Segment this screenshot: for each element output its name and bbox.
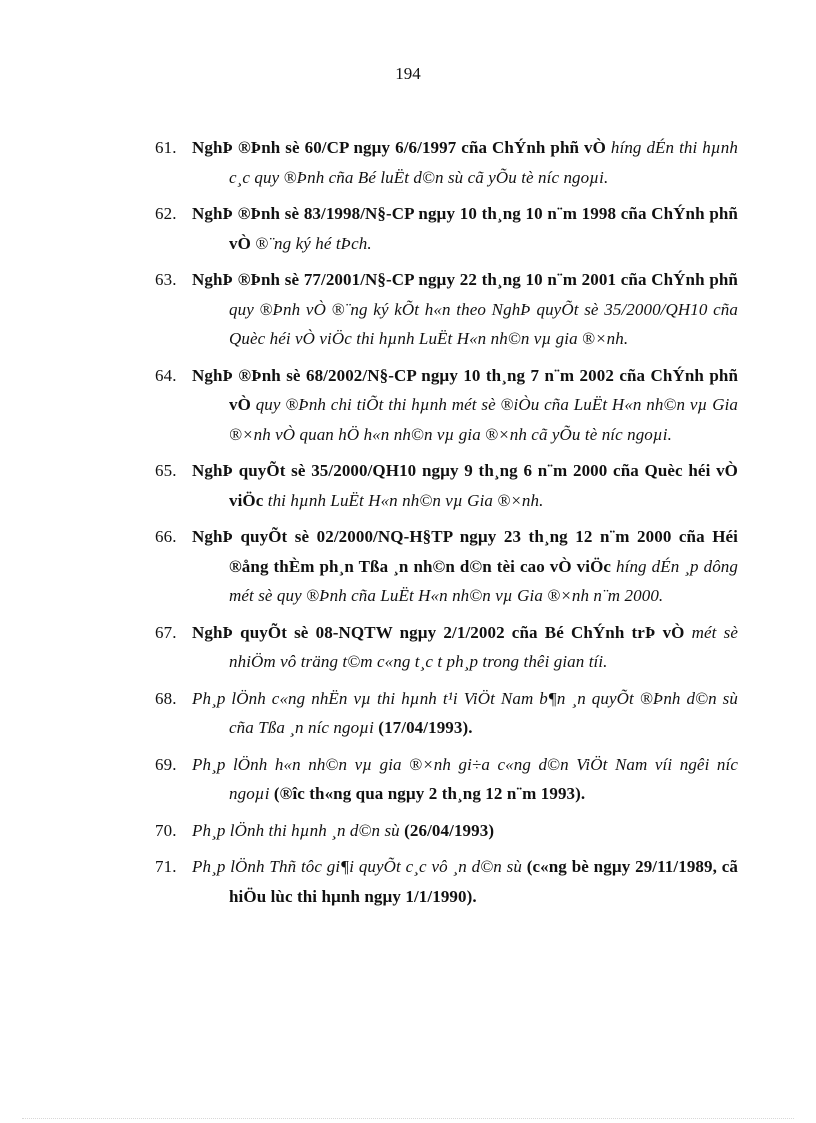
- reference-item: [150, 133, 738, 192]
- reference-number: 64.: [155, 365, 177, 385]
- reference-title-italic: Ph¸p lÖnh h«n nh©n vµ gia ®×nh gi÷a c«ng d©n ViÖt Nam víi ngêi níc ngoµi: [192, 754, 738, 803]
- reference-number: 63.: [155, 270, 177, 289]
- reference-text: [192, 689, 738, 738]
- reference-text-segment: NghÞ ®Þnh sè 60/CP ngµy 6/6/1997 cña ChÝnh phñ vÒ: [192, 138, 611, 157]
- reference-title-italic: Ph¸p lÖnh c«ng nhËn vµ thi hµnh t¹i ViÖt Nam b¶n ¸n quyÕt ®Þnh d©n sù cña Tßa ¸n níc ngoµi: [192, 688, 738, 737]
- reference-item: [150, 750, 738, 809]
- reference-text-segment: NghÞ quyÕt sè 35/2000/QH10 ngµy 9 th¸ng 6 n¨m 2000 cña Quèc héi vÒ viÖc: [192, 461, 738, 510]
- reference-item: [150, 522, 738, 611]
- reference-number: 61.: [155, 138, 177, 157]
- reference-item: [150, 456, 738, 515]
- reference-text: [192, 821, 494, 840]
- reference-text: [192, 204, 738, 253]
- reference-item: [150, 199, 738, 258]
- reference-text: [192, 857, 738, 906]
- page-number: 194: [395, 64, 421, 83]
- reference-title-italic: híng dÉn thi hµnh c¸c quy ®Þnh cña Bé luËt d©n sù cã yÕu tè níc ngoµi.: [229, 138, 738, 187]
- reference-text-segment: NghÞ ®Þnh sè 83/1998/N§-CP ngµy 10 th¸ng 10 n¨m 1998 cña ChÝnh phñ vÒ: [192, 204, 738, 253]
- reference-title-italic: quy ®Þnh vÒ ®¨ng ký kÕt h«n theo NghÞ quyÕt sè 35/2000/QH10 cña Quèc héi vÒ viÖc thi hµnh LuËt H«n nh©n vµ gia ®×nh.: [229, 299, 738, 348]
- reference-number: 62.: [155, 204, 177, 223]
- reference-number: 70.: [155, 820, 177, 840]
- reference-item: [150, 852, 738, 911]
- reference-number: 65.: [155, 461, 177, 480]
- reference-number: 66.: [155, 527, 177, 546]
- reference-item: [150, 618, 738, 677]
- reference-title-italic: thi hµnh LuËt H«n nh©n vµ Gia ®×nh.: [267, 490, 544, 510]
- reference-text: [192, 623, 738, 672]
- reference-title-italic: mét sè nhiÖm vô träng t©m c«ng t¸c t ph¸p trong thêi gian tíi.: [229, 622, 738, 671]
- reference-text-segment: NghÞ ®Þnh sè 77/2001/N§-CP ngµy 22 th¸ng 10 n¨m 2001 cña ChÝnh phñ: [192, 270, 738, 289]
- reference-text: [192, 527, 738, 605]
- reference-number: 68.: [155, 688, 177, 708]
- reference-text-segment: NghÞ quyÕt sè 02/2000/NQ-H§TP ngµy 23 th¸ng 12 n¨m 2000 cña Héi ®ång thÈm ph¸n Tßa ¸n nh©n d©n tèi cao vÒ viÖc: [192, 527, 738, 576]
- reference-title-italic: Ph¸p lÖnh thi hµnh ¸n d©n sù: [192, 820, 400, 840]
- reference-number: 67.: [155, 622, 177, 642]
- reference-title-italic: quy ®Þnh chi tiÕt thi hµnh mét sè ®iÒu cña LuËt H«n nh©n vµ Gia ®×nh vÒ quan hÖ h«n nh©n vµ gia ®×nh cã yÕu tè níc ngoµi.: [229, 395, 738, 444]
- reference-number: 69.: [155, 754, 177, 774]
- reference-number: 71.: [155, 857, 177, 876]
- reference-item: [150, 816, 738, 846]
- reference-text-segment: (c«ng bè ngµy 29/11/1989, cã hiÖu lùc thi hµnh ngµy 1/1/1990).: [229, 857, 738, 906]
- reference-text: [192, 138, 738, 187]
- reference-text-segment: (26/04/1993): [399, 820, 495, 840]
- reference-text: [192, 366, 738, 444]
- reference-list: [150, 133, 738, 918]
- reference-title-italic: Ph¸p lÖnh Thñ tôc gi¶i quyÕt c¸c vô ¸n d©n sù: [192, 857, 522, 876]
- page-bottom-rule: [22, 1118, 794, 1119]
- reference-item: [150, 265, 738, 354]
- reference-text-segment: NghÞ quyÕt sè 08-NQTW ngµy 2/1/2002 cña Bé ChÝnh trÞ vÒ: [192, 622, 692, 642]
- reference-text-segment: NghÞ ®Þnh sè 68/2002/N§-CP ngµy 10 th¸ng 7 n¨m 2002 cña ChÝnh phñ vÒ: [192, 365, 738, 414]
- reference-item: [150, 684, 738, 743]
- reference-text: [192, 270, 738, 348]
- reference-item: [150, 361, 738, 450]
- reference-text: [192, 461, 738, 510]
- reference-text-segment: (17/04/1993).: [373, 718, 473, 737]
- reference-title-italic: ®¨ng ký hé tÞch.: [255, 233, 372, 253]
- reference-text-segment: (®îc th«ng qua ngµy 2 th¸ng 12 n¨m 1993).: [269, 784, 586, 803]
- reference-title-italic: híng dÉn ¸p dông mét sè quy ®Þnh cña LuËt H«n nh©n vµ Gia ®×nh n¨m 2000.: [229, 556, 738, 605]
- reference-text: [192, 755, 738, 804]
